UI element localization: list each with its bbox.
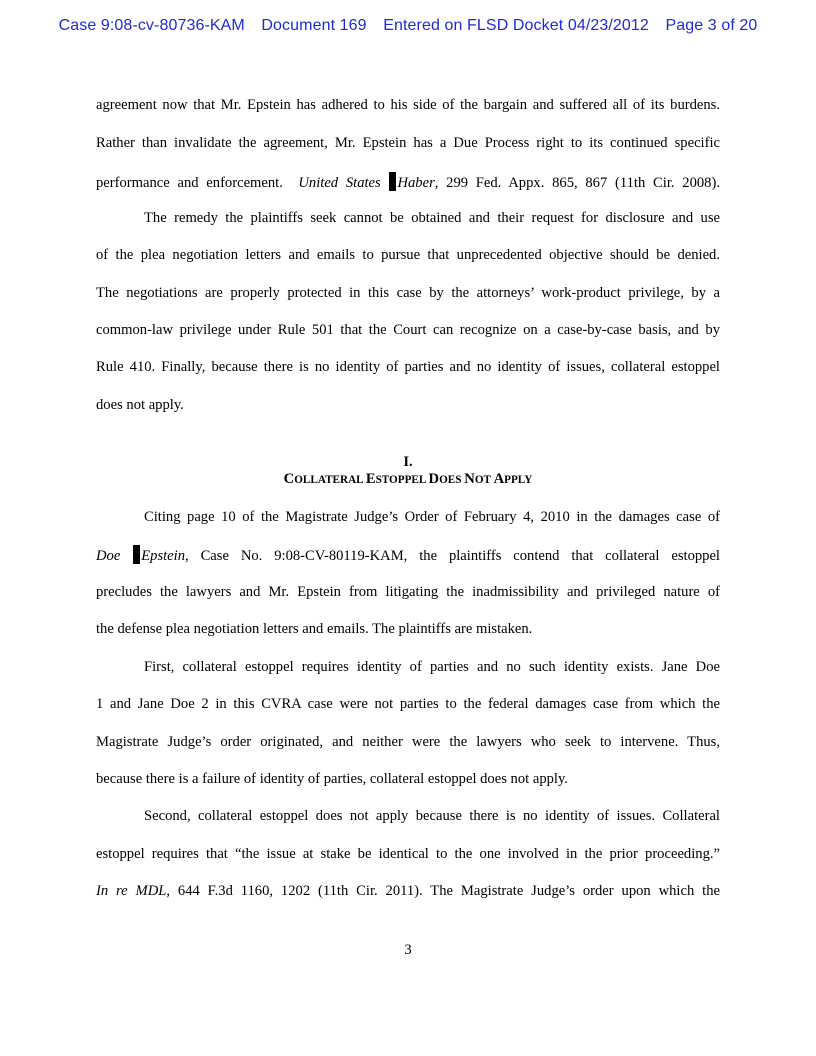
text-line: The remedy the plaintiffs seek cannot be obtained and their request for disclosure and use [144, 210, 720, 226]
section-title [96, 470, 720, 489]
text-line [96, 882, 720, 900]
redaction-bar [389, 172, 396, 191]
case-name: In re MDL [96, 883, 167, 899]
text-line: the defense plea negotiation letters and emails. The plaintiffs are mistaken. [96, 621, 533, 637]
text-line: The negotiations are properly protected in this case by the attorneys’ work-product privilege, by a [96, 285, 720, 301]
title-cap: D [428, 471, 440, 487]
text-line: Citing page 10 of the Magistrate Judge’s Order of February 4, 2010 in the damages case of [144, 509, 720, 525]
text-line: precludes the lawyers and Mr. Epstein from litigating the inadmissibility and privileged nature of [96, 584, 720, 600]
text-line: agreement now that Mr. Epstein has adhered to his side of the bargain and suffered all of its burdens. [96, 97, 720, 113]
citation: , 299 Fed. Appx. 865, 867 (11th Cir. 2008). [434, 175, 720, 191]
text-line: Second, collateral estoppel does not apply because there is no identity of issues. Collateral [144, 808, 720, 824]
title-small: OLLATERAL [294, 474, 366, 486]
title-cap: A [493, 471, 505, 487]
title-small: PPLY [504, 474, 533, 486]
case-name: United States [298, 175, 381, 191]
title-small: OT [474, 474, 494, 486]
text-line [96, 172, 720, 192]
title-cap: N [464, 471, 475, 487]
entered-date: Entered on FLSD Docket 04/23/2012 [383, 17, 649, 34]
document-number: Document 169 [261, 17, 367, 34]
title-small: OES [439, 474, 465, 486]
redaction-bar [133, 545, 140, 564]
page-of: Page 3 of 20 [665, 17, 758, 34]
citation: , 644 F.3d 1160, 1202 (11th Cir. 2011). The Magistrate Judge’s order upon which the [166, 883, 720, 899]
title-small: STOPPEL [375, 474, 429, 486]
case-name: Haber [397, 175, 435, 191]
text-line: estoppel requires that “the issue at stake be identical to the one involved in the prior proceeding.” [96, 846, 720, 862]
title-cap: E [365, 471, 376, 487]
section-number: I. [403, 454, 413, 470]
text-line: Rule 410. Finally, because there is no identity of parties and no identity of issues, collateral estoppel [96, 359, 720, 375]
case-name: Epstein [141, 548, 186, 564]
text-line: of the plea negotiation letters and emails to pursue that unprecedented objective should be denied. [96, 247, 720, 263]
text-line: Magistrate Judge’s order originated, and neither were the lawyers who seek to intervene. Thus, [96, 734, 720, 750]
title-cap: C [283, 471, 295, 487]
page-number: 3 [404, 942, 412, 958]
docket-header [0, 17, 816, 35]
text-line: common-law privilege under Rule 501 that the Court can recognize on a case-by-case basis, and by [96, 322, 720, 338]
text-line: 1 and Jane Doe 2 in this CVRA case were not parties to the federal damages case from which the [96, 696, 720, 712]
text-line: because there is a failure of identity of parties, collateral estoppel does not apply. [96, 771, 568, 787]
citation: , Case No. 9:08-CV-80119-KAM, the plaintiffs contend that collateral estoppel [185, 548, 720, 564]
case-number: Case 9:08-cv-80736-KAM [58, 17, 245, 34]
text-line: Rather than invalidate the agreement, Mr. Epstein has a Due Process right to its continued specific [96, 135, 720, 151]
case-name: Doe [96, 548, 121, 564]
text-span: performance and enforcement. [96, 175, 283, 191]
text-line [96, 545, 720, 565]
text-line: First, collateral estoppel requires identity of parties and no such identity exists. Jane Doe [144, 659, 720, 675]
text-line: does not apply. [96, 397, 184, 413]
